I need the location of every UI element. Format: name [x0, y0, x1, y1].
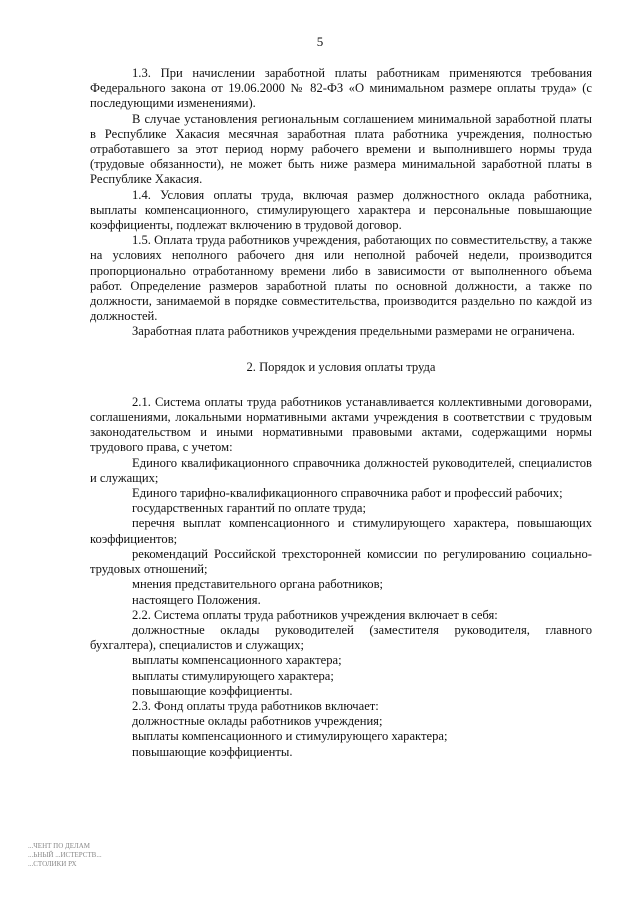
- list-item: выплаты компенсационного и стимулирующего характера;: [132, 729, 448, 744]
- stamp-line: ...СТОЛИКИ РХ: [28, 860, 77, 868]
- paragraph-regional-minimum: В случае установления региональным соглашением минимальной заработной платы в Республике Хакасия месячная заработная плата работника учреждения, полностью отработавшего за этот период норму рабочего времени и выполнившего нормы труда (трудовые обязанности), не может быть ниже размера минимальной заработной платы в Республике Хакасия.: [90, 111, 592, 187]
- paragraph-2-1: 2.1. Система оплаты труда работников устанавливается коллективными договорами, соглашениями, локальными нормативными актами учреждения в соответствии с трудовым законодательством и иными нормативными правовыми актами, содержащими нормы трудового права, с учетом:: [90, 394, 592, 455]
- list-item: Единого квалификационного справочника должностей руководителей, специалистов и служащих;: [90, 455, 592, 485]
- paragraph-no-limit: Заработная плата работников учреждения предельными размерами не ограничена.: [132, 324, 575, 339]
- list-item: рекомендаций Российской трехсторонней комиссии по регулированию социально-трудовых отношений;: [90, 546, 592, 577]
- section-heading: 2. Порядок и условия оплаты труда: [246, 359, 436, 374]
- document-body: [90, 66, 592, 760]
- paragraph-2-2: 2.2. Система оплаты труда работников учреждения включает в себя:: [132, 607, 498, 622]
- list-item: повышающие коэффициенты.: [132, 744, 293, 759]
- list-item: должностные оклады работников учреждения;: [132, 714, 383, 729]
- page-number: 5: [316, 34, 324, 49]
- stamp-line: ...ЬНЫЙ ...ИСТЕРСТВ...: [28, 851, 102, 859]
- stamp-line: ...ЧЕНТ ПО ДЕЛАМ: [28, 842, 91, 850]
- list-item: Единого тарифно-квалификационного справочника работ и профессий рабочих;: [132, 486, 563, 501]
- list-item: государственных гарантий по оплате труда;: [132, 501, 366, 516]
- registration-stamp: [28, 842, 126, 888]
- list-item: мнения представительного органа работников;: [132, 577, 384, 592]
- paragraph-1-4: 1.4. Условия оплаты труда, включая размер должностного оклада работника, выплаты компенсационного, стимулирующего характера и персональные повышающие коэффициенты, подлежат включению в трудовой договор.: [90, 187, 592, 233]
- paragraph-1-3: 1.3. При начислении заработной платы работникам применяются требования Федерального закона от 19.06.2000 № 82-ФЗ «О минимальном размере оплаты труда» (с последующими изменениями).: [90, 66, 592, 111]
- list-item: настоящего Положения.: [132, 592, 261, 607]
- paragraph-2-3: 2.3. Фонд оплаты труда работников включает:: [132, 698, 379, 713]
- paragraph-1-5: 1.5. Оплата труда работников учреждения, работающих по совместительству, а также на условиях неполного рабочего дня или неполной рабочей недели, производится пропорционально отработанному времени либо в зависимости от выполненного объема работ. Определение размеров заработной платы по основной должности, а также по должности, занимаемой в порядке совместительства, производится раздельно по каждой из должностей.: [90, 233, 592, 324]
- list-item: выплаты компенсационного характера;: [132, 653, 342, 668]
- list-item: повышающие коэффициенты.: [132, 683, 293, 698]
- list-item: должностные оклады руководителей (заместителя руководителя, главного бухгалтера), специалистов и служащих;: [90, 622, 592, 653]
- list-item: выплаты стимулирующего характера;: [132, 668, 334, 683]
- list-item: перечня выплат компенсационного и стимулирующего характера, повышающих коэффициентов;: [90, 516, 592, 546]
